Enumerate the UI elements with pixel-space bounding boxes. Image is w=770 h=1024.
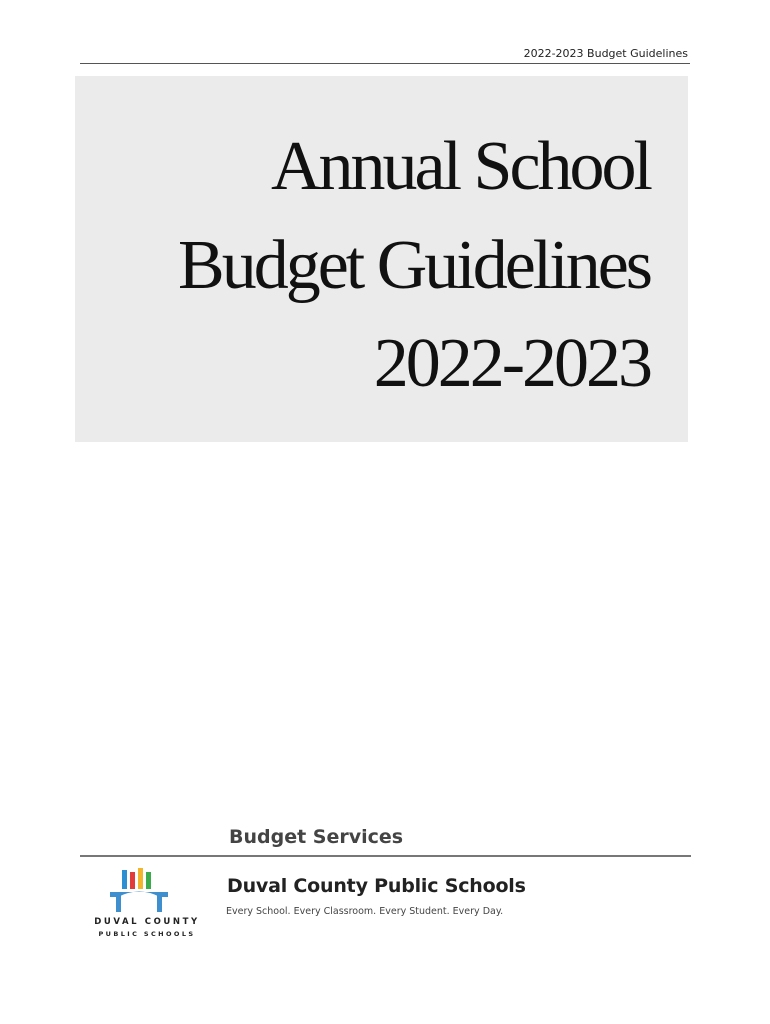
logo-bar-blue — [122, 870, 127, 889]
title-line-1: Annual School — [270, 128, 650, 205]
logo-bar-green — [146, 872, 151, 889]
dcps-logo-icon — [106, 866, 172, 914]
running-header: 2022-2023 Budget Guidelines — [523, 47, 688, 60]
logo-bar-red — [130, 872, 135, 889]
logo-pillar-left — [116, 892, 121, 912]
department-label: Budget Services — [229, 826, 404, 848]
logo-pillar-right — [157, 892, 162, 912]
title-line-2: Budget Guidelines — [178, 227, 650, 304]
organization-tagline: Every School. Every Classroom. Every Student. Every Day. — [226, 906, 504, 917]
logo-bar-yellow — [138, 868, 143, 889]
organization-name: Duval County Public Schools — [227, 875, 526, 897]
cover-title-panel — [75, 76, 688, 442]
header-divider — [80, 63, 690, 64]
title-line-3: 2022-2023 — [373, 325, 650, 402]
logo-text-line2: PUBLIC SCHOOLS — [98, 930, 196, 938]
logo-text-line1: DUVAL COUNTY — [94, 917, 200, 927]
footer-divider — [80, 855, 691, 857]
